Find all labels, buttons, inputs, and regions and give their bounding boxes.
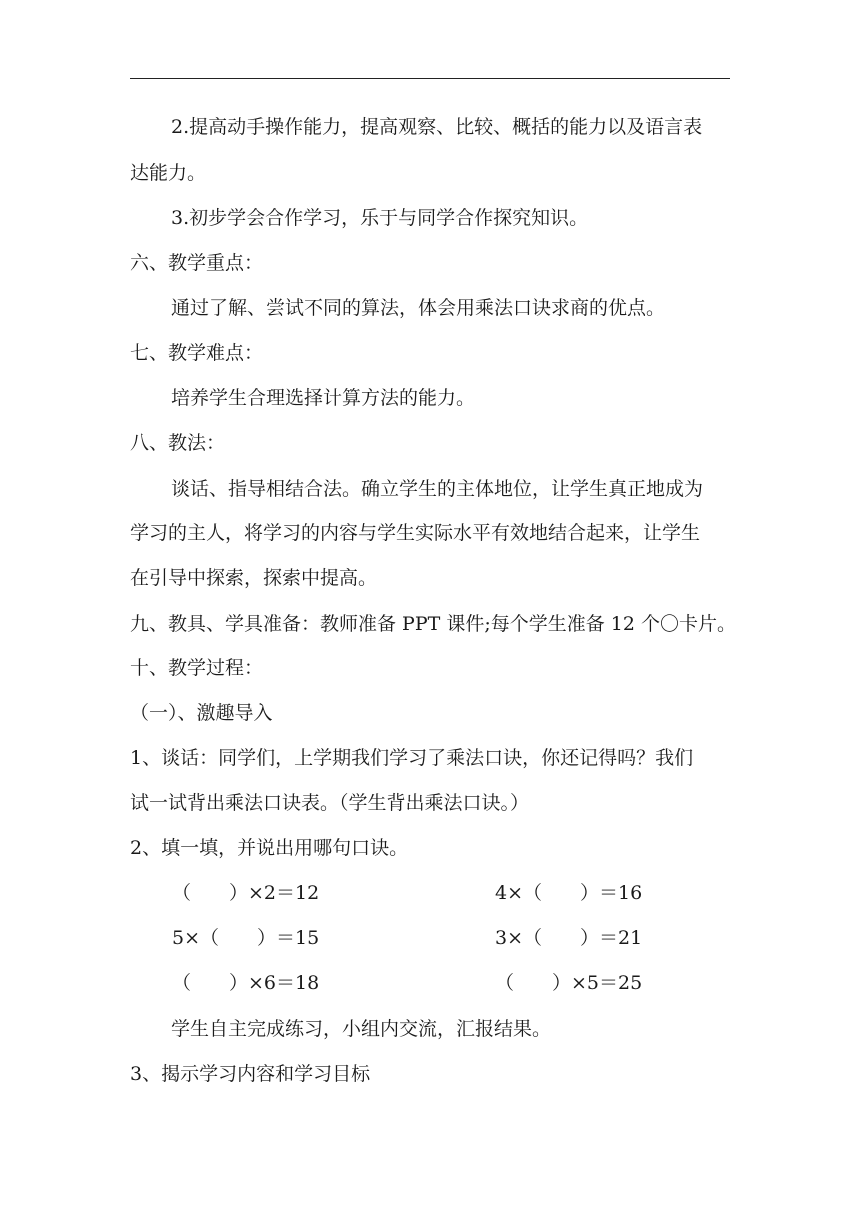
exercise-1b: 4×（ ）＝16 (495, 882, 643, 904)
goal-2-line-2: 达能力。 (130, 162, 207, 184)
method-text-line-2: 学习的主人，将学习的内容与学生实际水平有效地结合起来，让学生 (130, 522, 701, 544)
heading-key-points: 六、教学重点： (130, 252, 264, 274)
method-text-line-1: 谈话、指导相结合法。确立学生的主体地位，让学生真正地成为 (171, 478, 704, 500)
goal-3: 3.初步学会合作学习，乐于与同学合作探究知识。 (171, 207, 589, 229)
step-3: 3、揭示学习内容和学习目标 (130, 1063, 371, 1085)
step-1-line-1: 1、谈话：同学们，上学期我们学习了乘法口诀，你还记得吗？我们 (130, 747, 694, 769)
subheading-intro: （一）、激趣导入 (130, 702, 273, 724)
materials-line: 九、教具、学具准备：教师准备 PPT 课件;每个学生准备 12 个〇卡片。 (130, 613, 736, 635)
heading-process: 十、教学过程： (130, 657, 264, 679)
method-text-line-3: 在引导中探索，探索中提高。 (130, 567, 378, 589)
heading-method: 八、教法： (130, 432, 226, 454)
step-1-line-2: 试一试背出乘法口诀表。（学生背出乘法口诀。） (130, 792, 530, 814)
key-points-text: 通过了解、尝试不同的算法，体会用乘法口诀求商的优点。 (171, 297, 666, 319)
step-2: 2、填一填，并说出用哪句口诀。 (130, 837, 409, 859)
exercise-2b: 3×（ ）＝21 (495, 927, 643, 949)
practice-note: 学生自主完成练习，小组内交流，汇报结果。 (171, 1018, 552, 1040)
goal-2-line-1: 2.提高动手操作能力，提高观察、比较、概括的能力以及语言表 (171, 116, 703, 138)
exercise-3a: （ ）×6＝18 (172, 972, 320, 994)
heading-difficulties: 七、教学难点： (130, 342, 264, 364)
exercise-2a: 5×（ ）＝15 (172, 927, 320, 949)
header-rule (130, 78, 730, 79)
difficulties-text: 培养学生合理选择计算方法的能力。 (171, 387, 476, 409)
exercise-3b: （ ）×5＝25 (495, 972, 643, 994)
exercise-1a: （ ）×2＝12 (172, 882, 320, 904)
